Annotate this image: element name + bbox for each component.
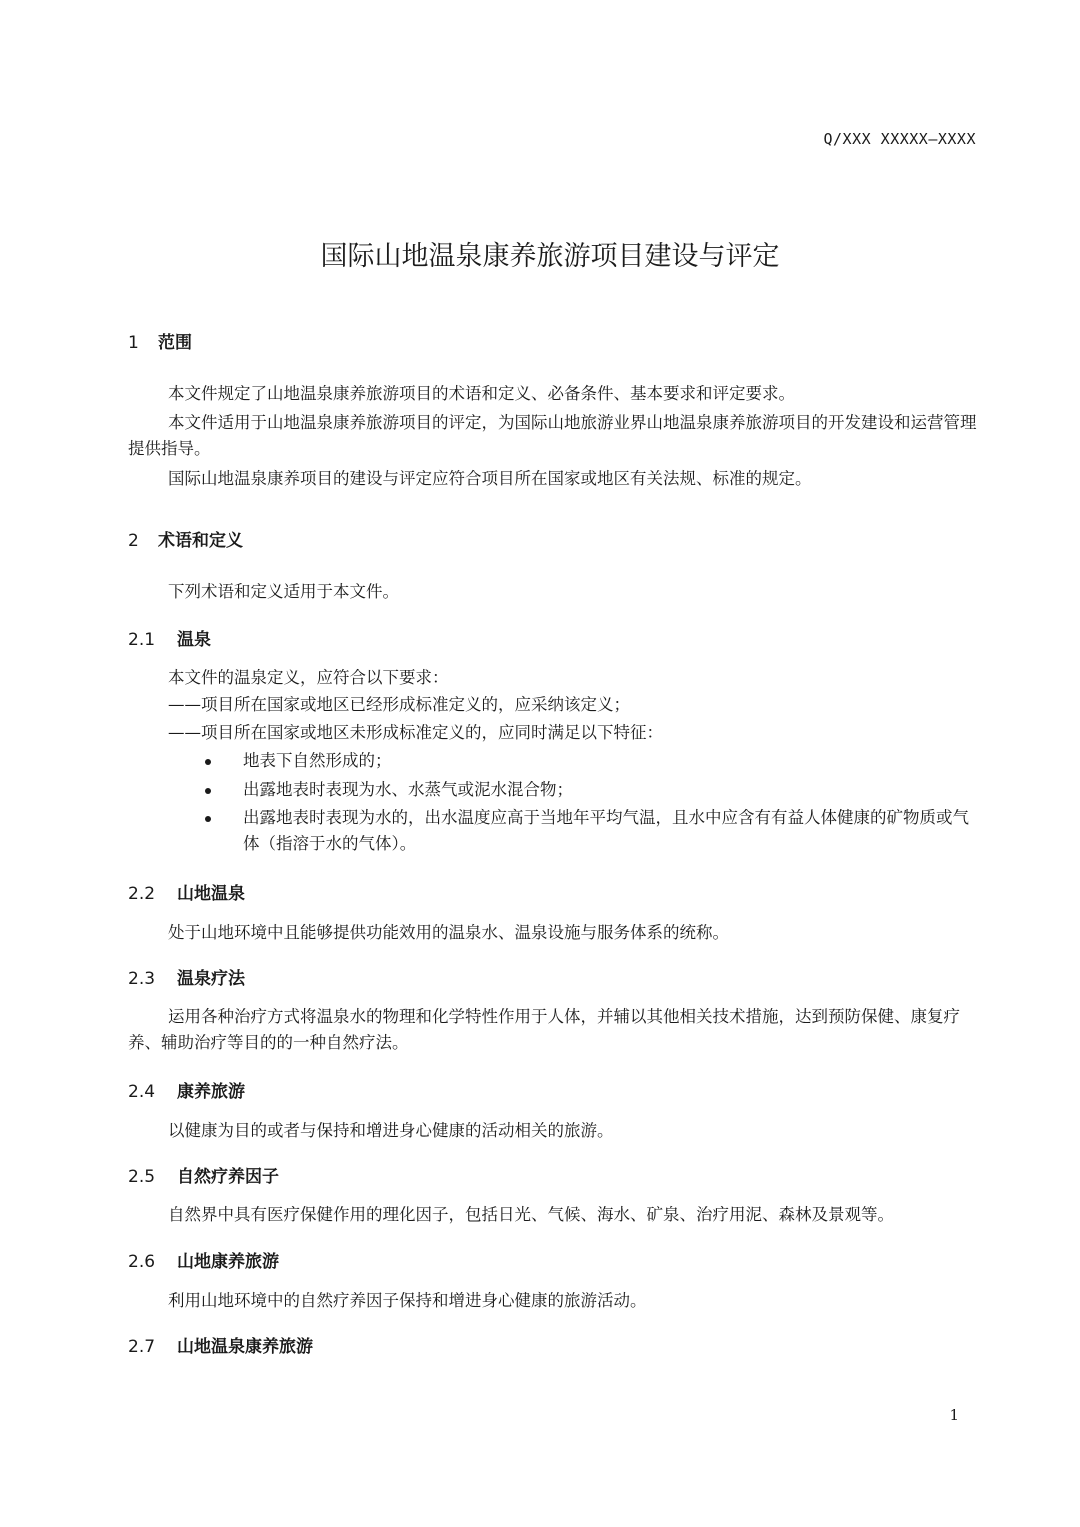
section-title: 术语和定义 xyxy=(158,531,243,551)
term-heading xyxy=(128,1247,279,1272)
bullet-icon xyxy=(205,816,211,822)
page-number: 1 xyxy=(949,1406,959,1424)
term-heading xyxy=(128,1162,279,1187)
section-number: 1 xyxy=(128,333,139,353)
term-definition: 运用各种治疗方式将温泉水的物理和化学特性作用于人体，并辅以其他相关技术措施，达到预防保健、康复疗养、辅助治疗等目的的一种自然疗法。 xyxy=(128,1007,960,1052)
term-number: 2.4 xyxy=(128,1082,156,1102)
scope-paragraph-3: 国际山地温泉康养项目的建设与评定应符合项目所在国家或地区有关法规、标准的规定。 xyxy=(168,469,812,488)
term-definition: 以健康为目的或者与保持和增进身心健康的活动相关的旅游。 xyxy=(168,1121,614,1140)
terms-intro: 下列术语和定义适用于本文件。 xyxy=(168,582,399,601)
term-definition: 自然界中具有医疗保健作用的理化因子，包括日光、气候、海水、矿泉、治疗用泥、森林及景观等。 xyxy=(168,1205,894,1224)
term-number: 2.5 xyxy=(128,1167,156,1187)
scope-paragraph-1: 本文件规定了山地温泉康养旅游项目的术语和定义、必备条件、基本要求和评定要求。 xyxy=(168,384,795,403)
section-heading-scope xyxy=(128,328,192,353)
term-heading xyxy=(128,1332,313,1357)
term-heading xyxy=(128,879,245,904)
term-heading xyxy=(128,625,211,650)
bullet-icon xyxy=(205,759,211,765)
term-heading xyxy=(128,1077,245,1102)
term-title: 康养旅游 xyxy=(177,1082,245,1102)
term-number: 2.7 xyxy=(128,1337,156,1357)
term-number: 2.1 xyxy=(128,630,156,650)
bullet-text: 地表下自然形成的； xyxy=(243,751,392,770)
scope-paragraph-2: 本文件适用于山地温泉康养旅游项目的评定，为国际山地旅游业界山地温泉康养旅游项目的开发建设和运营管理提供指导。 xyxy=(128,413,977,458)
document-code: Q/XXX XXXXX—XXXX xyxy=(823,130,976,148)
term-definition: 利用山地环境中的自然疗养因子保持和增进身心健康的旅游活动。 xyxy=(168,1291,647,1310)
term-title: 山地康养旅游 xyxy=(177,1252,279,1272)
term-number: 2.6 xyxy=(128,1252,156,1272)
document-title: 国际山地温泉康养旅游项目建设与评定 xyxy=(320,241,780,272)
term-line: ——项目所在国家或地区已经形成标准定义的，应采纳该定义； xyxy=(168,695,630,714)
bullet-item xyxy=(205,748,980,774)
bullet-text: 出露地表时表现为水、水蒸气或泥水混合物； xyxy=(243,780,573,799)
term-title: 山地温泉 xyxy=(177,884,245,904)
term-heading xyxy=(128,964,245,989)
bullet-icon xyxy=(205,788,211,794)
section-heading-terms xyxy=(128,526,243,551)
section-title: 范围 xyxy=(158,333,192,353)
bullet-item xyxy=(205,805,980,857)
bullet-text: 出露地表时表现为水的，出水温度应高于当地年平均气温，且水中应含有有益人体健康的矿物质或气体（指溶于水的气体）。 xyxy=(243,808,969,853)
term-title: 温泉疗法 xyxy=(177,969,245,989)
term-line: 本文件的温泉定义，应符合以下要求： xyxy=(168,668,449,687)
term-title: 山地温泉康养旅游 xyxy=(177,1337,313,1357)
term-definition: 处于山地环境中且能够提供功能效用的温泉水、温泉设施与服务体系的统称。 xyxy=(168,923,729,942)
term-number: 2.3 xyxy=(128,969,156,989)
term-title: 温泉 xyxy=(177,630,211,650)
term-line: ——项目所在国家或地区未形成标准定义的，应同时满足以下特征： xyxy=(168,723,663,742)
term-number: 2.2 xyxy=(128,884,156,904)
term-title: 自然疗养因子 xyxy=(177,1167,279,1187)
bullet-item xyxy=(205,777,980,803)
section-number: 2 xyxy=(128,531,139,551)
